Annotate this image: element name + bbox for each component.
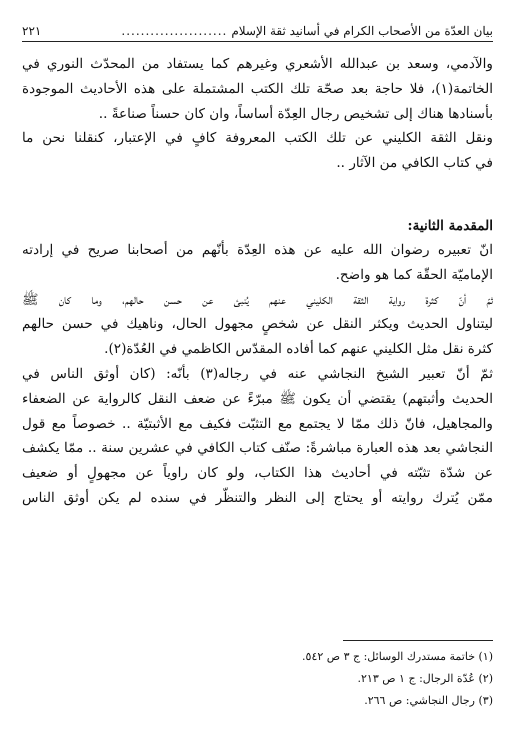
running-title: بيان العدّة من الأصحاب الكرام في أسانيد ثقة الإسلام xyxy=(231,24,493,38)
paragraph-block-1 xyxy=(22,52,493,176)
page-number: ٢٢١ xyxy=(22,24,42,38)
text-line: النجاشي بعد هذه العبارة مباشرةً: صنّف كتاب الكافي في عشرين سنة .. ممّا يكشف xyxy=(22,440,493,457)
text-line: ليتناول الحديث ويكثر النقل عن شخصٍ مجهول الحال، وناهيك في حسن حالهم xyxy=(22,316,493,333)
text-line: الإماميّة الحقّة كما هو واضح. xyxy=(335,266,493,283)
section-spacer xyxy=(22,176,493,212)
paragraph-block-2 xyxy=(22,238,493,511)
page-body xyxy=(22,52,493,511)
footnote: (١) خاتمة مستدرك الوسائل: ج ٣ ص ٥٤٢. xyxy=(302,650,493,663)
text-line: ممّن يُترك روايته أو يحتاج إلى النظر والتنظّر في سنده لم يكن أوثق الناس xyxy=(22,489,493,506)
footnote-divider xyxy=(343,640,493,641)
text-line: ونقل الثقة الكليني عن تلك الكتب المعروفة كافٍ في الإعتبار، كنقلنا نحن ما xyxy=(22,130,493,147)
section-heading: المقدمة الثانية: xyxy=(407,217,493,234)
text-line: ثمّ أنّ كثرة رواية الثقة الكليني عنهم يُنبئ عن حسن حالهم، وما كان ﷺ xyxy=(22,291,493,308)
text-line: انّ تعبيره رضوان الله عليه عن هذه العِدّة بأنّهم من أصحابنا صريح في إرادته xyxy=(22,241,493,258)
text-line: والآدمي، وسعد بن عبدالله الأشعري وغيرهم كما يستفاد من المحدّث النوري في xyxy=(22,56,493,72)
running-header xyxy=(22,16,493,42)
text-line: عن شدّة تثبّته في أحاديث هذا الكتاب، ولو كان راوياً عن مجهولٍ أو ضعيف xyxy=(22,465,493,482)
footnote: (٣) رجال النجاشي: ص ٢٦٦. xyxy=(364,694,493,707)
footnote: (٢) عُدّة الرجال: ج ١ ص ٢١٣. xyxy=(357,672,493,685)
text-line: بأسنادها هناك إلى تشخيص رجال العِدّة أساساً، وان كان حسناً صناعةً .. xyxy=(98,105,493,122)
text-line: الخاتمة(١)، فلا حاجة بعد صحّة تلك الكتب المشتملة على هذه الأحاديث الموجودة xyxy=(22,80,493,97)
text-line: الحديث وأثبتهم) يقتضي أن يكون ﷺ مبرّءً عن ضعف النقل كالرواية عن الضعفاء xyxy=(22,390,493,407)
text-line: في كتاب الكافي من الآثار .. xyxy=(336,155,493,172)
text-line: كثرة نقل مثل الكليني عنهم كما أفاده المقدّس الكاظمي في العُدّة(٢). xyxy=(104,341,493,358)
text-line: والمجاهيل، فانّ ذلك ممّا لا يجتمع مع التثبّت فكيف مع الأثبتيّة .. خصوصاً مع قول xyxy=(22,415,493,432)
text-line: ثمّ أنّ تعبير الشيخ النجاشي عنه في رجاله(٣) بأنّه: (كان أوثق الناس في xyxy=(22,365,493,382)
footnotes xyxy=(22,646,493,712)
header-dot-leader: ...................... xyxy=(121,24,228,38)
